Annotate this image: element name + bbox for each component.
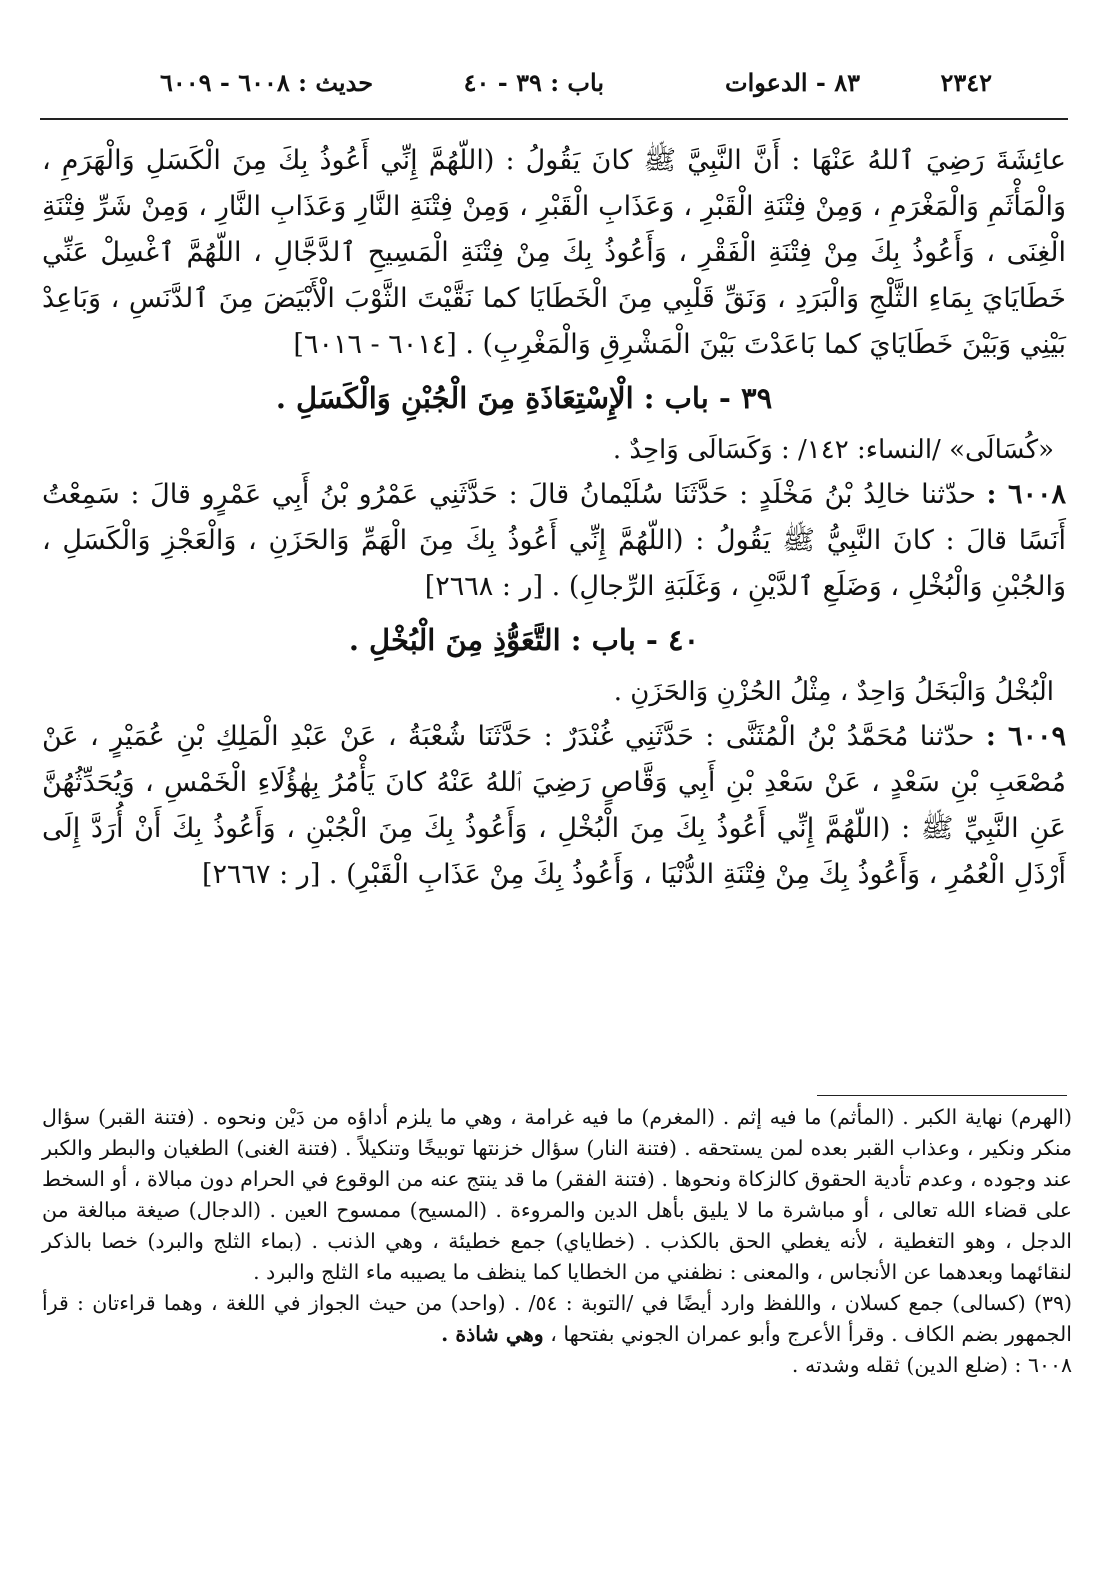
- chapter-heading-40: ٤٠ - باب : التَّعَوُّذِ مِنَ الْبُخْلِ .: [348, 623, 700, 657]
- hadith-range: حديث : ٦٠٠٨ - ٦٠٠٩: [160, 68, 374, 97]
- chapter-note-40: الْبُخْلُ وَالْبَخَلُ وَاحِدٌ ، مِثْلُ الحُزْنِ وَالحَزَنِ .: [613, 677, 1054, 707]
- footnotes: [42, 1102, 1072, 1381]
- footnote-39: [42, 1288, 1072, 1350]
- footnote-6008: ٦٠٠٨ : (ضلع الدين) ثقله وشدته .: [791, 1353, 1072, 1377]
- running-header: [160, 62, 992, 102]
- footnote-emphasis: وهي شاذة .: [441, 1322, 544, 1346]
- hadith-6008: [42, 472, 1066, 610]
- book-title: ٨٣ - الدعوات: [724, 68, 860, 97]
- hadith-number: ٦٠٠٩ :: [985, 721, 1066, 752]
- page-number: ٢٣٤٢: [940, 68, 992, 97]
- chapter-note-39: «كُسَالَى» /النساء: ١٤٢/ : وَكَسَالَى وَاحِدٌ .: [612, 435, 1054, 465]
- hadith-text: حدّثنا مُحَمَّدُ بْنُ الْمُثَنَّى : حَدَّثَنِي غُنْدَرٌ : حَدَّثَنَا شُعْبَةُ ، عَنْ عَبْدِ الْمَلِكِ بْنِ عُمَيْرٍ ، عَنْ مُصْعَبِ بْنِ سَعْدٍ ، عَنْ سَعْدِ بْنِ أَبِي وَقَّاصٍ رَضِيَ ٱللهُ عَنْهُ كانَ يَأْمُرُ بِهٰؤُلَاءِ الْخَمْسِ ، وَيُحَدِّثُهُنَّ عَنِ النَّبِيِّ ﷺ : (اللّهُمَّ إِنِّي أَعُوذُ بِكَ مِنَ الْبُخْلِ ، وَأَعُوذُ بِكَ مِنَ الْجُبْنِ ، وَأَعُوذُ بِكَ أَنْ أُرَدَّ إِلَى أَرْذَلِ الْعُمُرِ ، وَأَعُوذُ بِكَ مِنْ فِتْنَةِ الدُّنْيَا ، وَأَعُوذُ بِكَ مِنْ عَذَابِ الْقَبْرِ) . [ر : ٢٦٦٧]: [42, 721, 1066, 890]
- footnote-rule: [817, 1095, 1067, 1096]
- header-rule: [40, 118, 1068, 120]
- footnote-text: (٣٩) (كسالى) جمع كسلان ، واللفظ وارد أيضًا في /التوبة : ٥٤/ . (واحد) من حيث الجواز في اللغة ، وهما قراءتان : قرأ الجمهور بضم الكاف . وقرأ الأعرج وأبو عمران الجوني بفتحها ،: [42, 1291, 1072, 1346]
- hadith-6009: [42, 714, 1066, 898]
- hadith-continuation: عائِشَةَ رَضِيَ ٱللهُ عَنْهَا : أَنَّ النَّبِيَّ ﷺ كانَ يَقُولُ : (اللّهُمَّ إِنِّي أَعُوذُ بِكَ مِنَ الْكَسَلِ وَالْهَرَمِ ، وَالْمَأْثَمِ وَالْمَغْرَمِ ، وَمِنْ فِتْنَةِ الْقَبْرِ ، وَعَذَابِ الْقَبْرِ ، وَمِنْ فِتْنَةِ النَّارِ وَعَذَابِ النَّارِ ، وَمِنْ شَرِّ فِتْنَةِ الْغِنَى ، وَأَعُوذُ بِكَ مِنْ فِتْنَةِ الْفَقْرِ ، وَأَعُوذُ بِكَ مِنْ فِتْنَةِ الْمَسِيحِ ٱلدَّجَّالِ ، اللّهُمَّ ٱغْسِلْ عَنِّي خَطَايَايَ بِمَاءِ الثَّلْجِ وَالْبَرَدِ ، وَنَقِّ قَلْبِي مِنَ الْخَطَايَا كما نَقَّيْتَ الثَّوْبَ الْأَبْيَضَ مِنَ ٱلدَّنَسِ ، وَبَاعِدْ بَيْنِي وَبَيْنَ خَطَايَايَ كما بَاعَدْتَ بَيْنَ الْمَشْرِقِ وَالْمَغْرِبِ) . [٦٠١٤ - ٦٠١٦]: [42, 145, 1066, 360]
- chapter-heading-39: ٣٩ - باب : الْإِسْتِعَاذَةِ مِنَ الْجُبْنِ وَالْكَسَلِ .: [275, 381, 773, 415]
- hadith-text: حدّثنا خالِدُ بْنُ مَخْلَدٍ : حَدَّثَنَا سُلَيْمانُ قالَ : حَدَّثَنِي عَمْرُو بْنُ أَبِي عَمْرٍو قالَ : سَمِعْتُ أَنَسًا قالَ : كانَ النَّبِيُّ ﷺ يَقُولُ : (اللّهُمَّ إِنِّي أَعُوذُ بِكَ مِنَ الْهَمِّ وَالحَزَنِ ، وَالْعَجْزِ وَالْكَسَلِ ، وَالجُبْنِ وَالْبُخْلِ ، وَضَلَعِ ٱلدَّيْنِ ، وَغَلَبَةِ الرِّجالِ) . [ر : ٢٦٦٨]: [42, 479, 1066, 602]
- chapter-range: باب : ٣٩ - ٤٠: [463, 68, 604, 97]
- footnote-glossary: (الهرم) نهاية الكبر . (المأثم) ما فيه إثم . (المغرم) ما فيه غرامة ، وهي ما يلزم أداؤه من دَيْن ونحوه . (فتنة القبر) سؤال منكر ونكير ، وعذاب القبر بعده لمن يستحقه . (فتنة النار) سؤال خزنتها توبيخًا وتنكيلاً . (فتنة الغنى) الطغيان والبطر والكبر عند وجوده ، وعدم تأدية الحقوق كالزكاة ونحوها . (فتنة الفقر) ما قد ينتج عنه من الوقوع في الحرام دون مبالاة ، أو السخط على قضاء الله تعالى ، أو مباشرة ما لا يليق بأهل الدين والمروءة . (المسيح) ممسوح العين . (الدجال) صيغة مبالغة من الدجل ، وهو التغطية ، لأنه يغطي الحق بالكذب . (خطاياي) جمع خطيئة ، وهي الذنب . (بماء الثلج والبرد) خصا بالذكر لنقائهما وبعدهما عن الأنجاس ، والمعنى : نظفني من الخطايا كما ينظف ما يصيبه ماء الثلج والبرد .: [42, 1105, 1072, 1284]
- main-text: [42, 138, 1066, 898]
- hadith-number: ٦٠٠٨ :: [986, 479, 1066, 510]
